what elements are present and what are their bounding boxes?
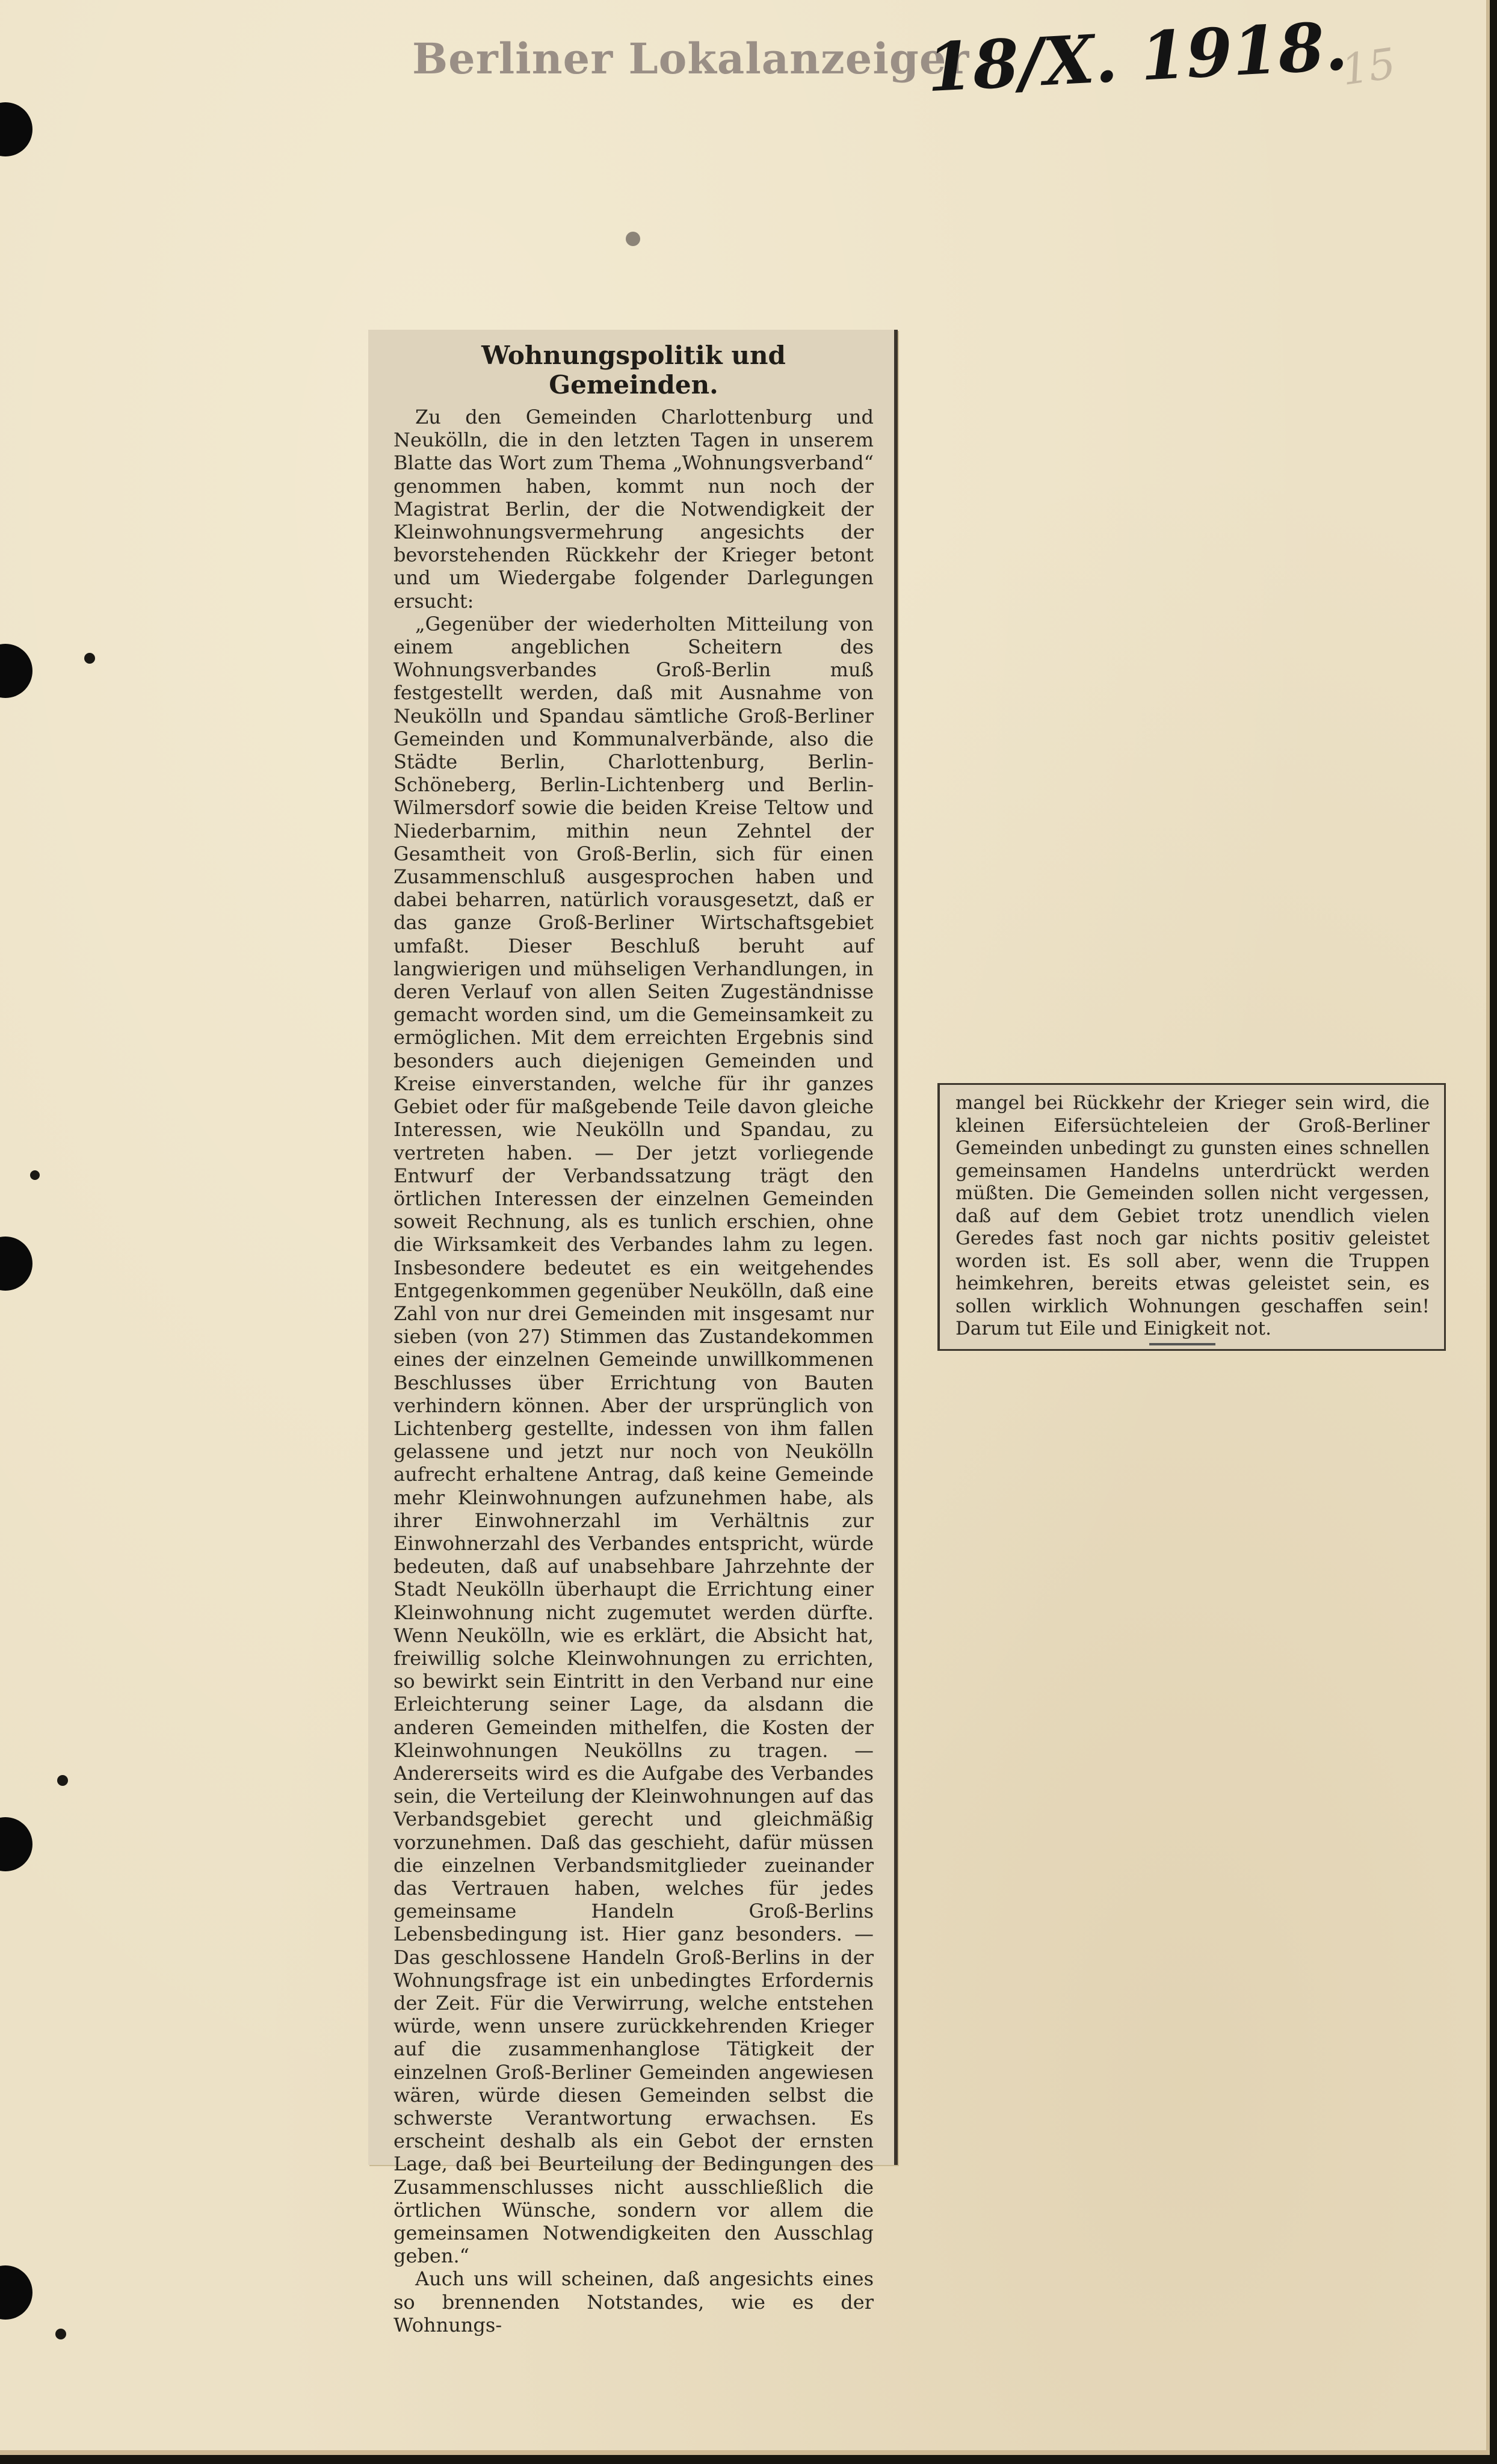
main-newspaper-clipping <box>368 330 898 2336</box>
article-intro: Zu den Gemeinden Charlottenburg und Neukölln, die in den letzten Tagen in unserem Blatte das Wort zum Thema „Wohnungsverband“ genommen haben, kommt nun noch der Magistrat Berlin, der die Notwendigkeit der Kleinwohnungsvermehrung angesichts der bevorstehenden Rückkehr der Krieger betont und um Wiedergabe folgender Darlegungen ersucht: <box>394 406 874 613</box>
newspaper-name-stamp: Berliner Lokalanzeiger <box>412 34 970 84</box>
binder-hole <box>0 644 32 698</box>
binder-hole <box>0 102 32 156</box>
paper-speck <box>55 2329 66 2339</box>
page-number: 15 <box>1338 39 1399 95</box>
paper-speck <box>57 1775 68 1786</box>
paper-speck <box>30 1170 40 1180</box>
binder-hole <box>0 2265 32 2320</box>
article-quote: „Gegenüber der wiederholten Mitteilung von einem angeblichen Scheitern des Wohnungsverbandes Groß-Berlin muß festgestellt werden, daß mit Ausnahme von Neukölln und Spandau sämtliche Groß-Berliner Gemeinden und Kommunalverbände, also die Städte Berlin, Charlottenburg, Berlin-Schöneberg, Berlin-Lichtenberg und Berlin-Wilmersdorf sowie die beiden Kreise Teltow und Niederbarnim, mithin neun Zehntel der Gesamtheit von Groß-Berlin, sich für einen Zusammenschluß ausgesprochen haben und dabei beharren, natürlich vorausgesetzt, daß er das ganze Groß-Berliner Wirtschaftsgebiet umfaßt. Dieser Beschluß beruht auf langwierigen und mühseligen Verhandlungen, in deren Verlauf von allen Seiten Zugeständnisse gemacht worden sind, um die Gemeinsamkeit zu ermöglichen. Mit dem erreichten Ergebnis sind besonders auch diejenigen Gemeinden und Kreise einverstanden, welche für ihr ganzes Gebiet oder für maßgebende Teile davon gleiche Interessen, wie Neukölln und Spandau, zu vertreten haben. — Der jetzt vorliegende Entwurf der Verbandssatzung trägt den örtlichen Interessen der einzelnen Gemeinden soweit Rechnung, als es tunlich erschien, ohne die Wirksamkeit des Verbandes lahm zu legen. Insbesondere bedeutet es ein weitgehendes Entgegenkommen gegenüber Neukölln, daß eine Zahl von nur drei Gemeinden mit insgesamt nur sieben (von 27) Stimmen das Zustandekommen eines der einzelnen Gemeinde unwillkommenen Beschlusses über Errichtung von Bauten verhindern können. Aber der ursprünglich von Lichtenberg gestellte, indessen von ihm fallen gelassene und jetzt nur noch von Neukölln aufrecht erhaltene Antrag, daß keine Gemeinde mehr Kleinwohnungen aufzunehmen habe, als ihrer Einwohnerzahl im Verhältnis zur Einwohnerzahl des Verbandes entspricht, würde bedeuten, daß auf unabsehbare Jahrzehnte der Stadt Neukölln überhaupt die Errichtung einer Kleinwohnung nicht zugemutet werden dürfte. Wenn Neukölln, wie es erklärt, die Absicht hat, freiwillig solche Kleinwohnungen zu errichten, so bewirkt sein Eintritt in den Verband nur eine Erleichterung seiner Lage, da alsdann die anderen Gemeinden mithelfen, die Kosten der Kleinwohnungen Neuköllns zu tragen. — Andererseits wird es die Aufgabe des Verbandes sein, die Verteilung der Kleinwohnungen auf das Verbandsgebiet gerecht und gleichmäßig vorzunehmen. Daß das geschieht, dafür müssen die einzelnen Verbandsmitglieder zueinander das Vertrauen haben, welches für jedes gemeinsame Handeln Groß-Berlins Lebensbedingung ist. Hier ganz besonders. — Das geschlossene Handeln Groß-Berlins in der Wohnungsfrage ist ein unbedingtes Erfordernis der Zeit. Für die Verwirrung, welche entstehen würde, wenn unsere zurückkehrenden Krieger auf die zusammenhanglose Tätigkeit der einzelnen Groß-Berliner Gemeinden angewiesen wären, würde diesen Gemeinden selbst die schwerste Verantwortung erwachsen. Es erscheint deshalb als ein Gebot der ernsten Lage, daß bei Beurteilung der Bedingungen des Zusammenschlusses nicht ausschließlich die örtlichen Wünsche, sondern vor allem die gemeinsamen Notwendigkeiten den Ausschlag geben.“ <box>394 612 874 2268</box>
article-body <box>394 406 874 2336</box>
binder-hole <box>0 1817 32 1871</box>
paper-speck <box>84 653 95 664</box>
handwritten-date: 18/X. 1918. <box>925 7 1350 107</box>
article-headline: Wohnungspolitik und Gemeinden. <box>481 341 786 400</box>
continuation-text: mangel bei Rückkehr der Krieger sein wird, die kleinen Eifersüchteleien der Groß-Berliner Gemeinden unbedingt zu gunsten eines schnellen gemeinsamen Handelns unterdrückt werden müßten. Die Gemeinden sollen nicht vergessen, daß auf dem Gebiet trotz unendlich vielen Geredes fast noch gar nichts positiv geleistet worden ist. Es soll aber, wenn die Truppen heimkehren, bereits etwas geleistet sein, es sollen wirklich Wohnungen geschaffen sein! Darum tut Eile und Einigkeit not. <box>955 1092 1430 1339</box>
binder-hole <box>0 1237 32 1291</box>
end-rule <box>1149 1343 1215 1345</box>
paper-speck <box>626 232 640 246</box>
continuation-clipping <box>937 1083 1446 1351</box>
article-closing: Auch uns will scheinen, daß angesichts eines so brennenden Notstandes, wie es der Wohnungs- <box>394 2267 874 2336</box>
